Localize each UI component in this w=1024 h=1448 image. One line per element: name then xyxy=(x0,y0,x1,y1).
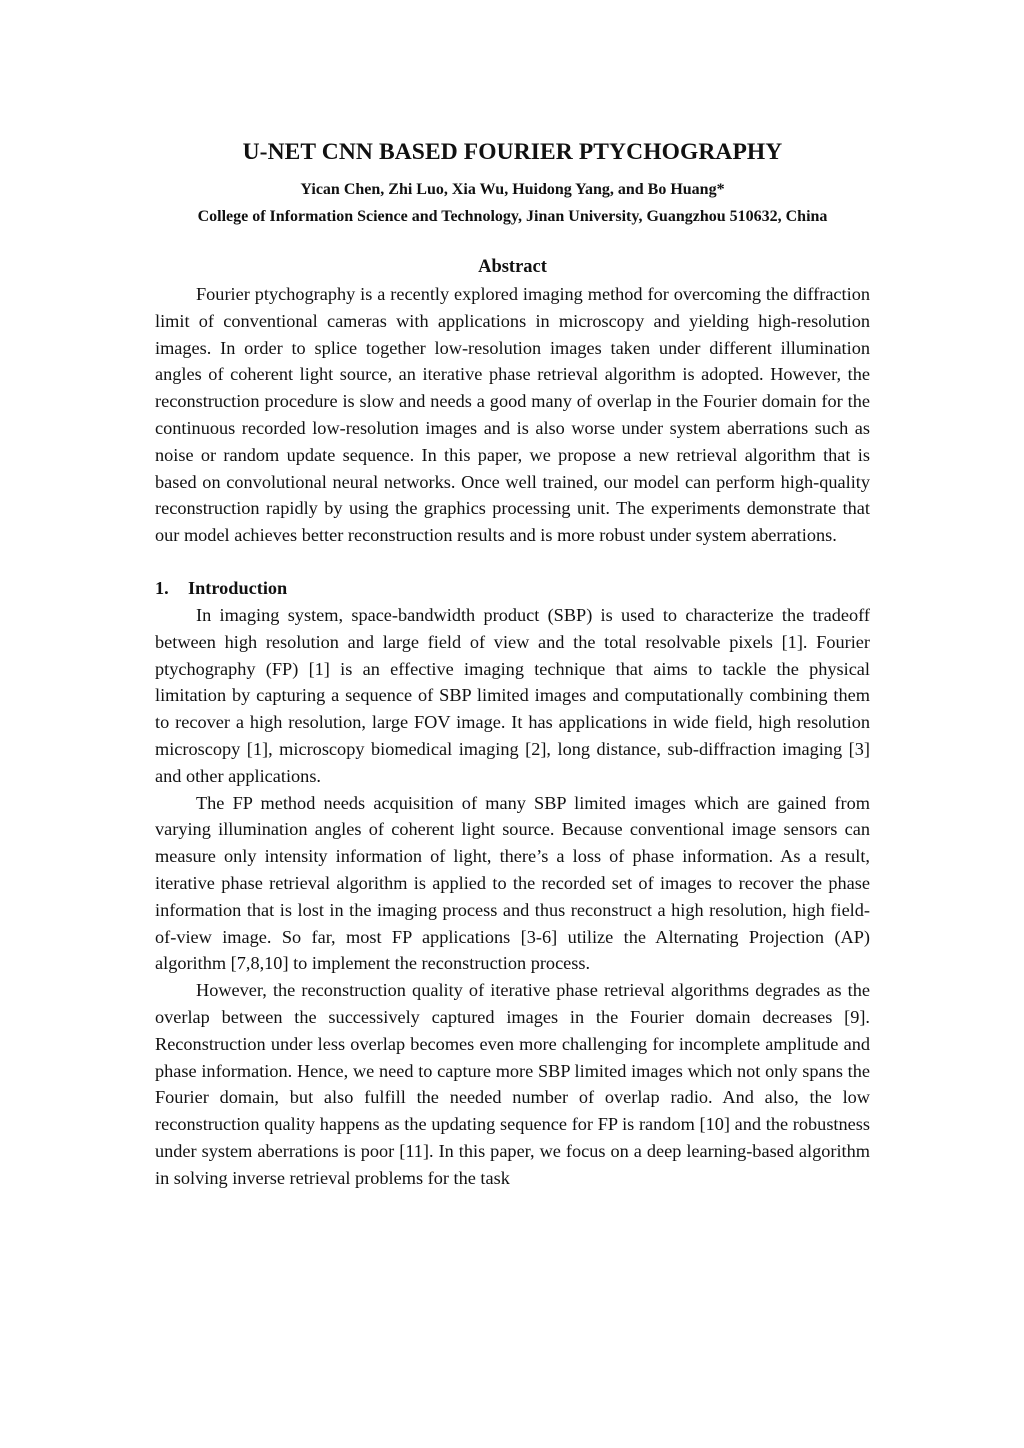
paper-page xyxy=(155,134,870,1192)
intro-paragraph-1: In imaging system, space-bandwidth product (SBP) is used to characterize the tradeoff between high resolution and large field of view and the total resolvable pixels [1]. Fourier ptychography (FP) [1] is an effective imaging technique that aims to tackle the physical limitation by capturing a sequence of SBP limited images and computationally combining them to recover a high resolution, large FOV image. It has applications in wide field, high resolution microscopy [1], microscopy biomedical imaging [2], long distance, sub-diffraction imaging [3] and other applications. xyxy=(155,604,870,786)
section-number: 1. xyxy=(155,577,169,598)
paper-title: U-NET CNN BASED FOURIER PTYCHOGRAPHY xyxy=(242,139,783,165)
section-heading-introduction xyxy=(155,575,870,602)
intro-paragraph-3: However, the reconstruction quality of iterative phase retrieval algorithms degrades as the overlap between the successively captured images in the Fourier domain decreases [9]. Reconstruction under less overlap becomes even more challenging for incomplete amplitude and phase information. Hence, we need to capture more SBP limited images which not only spans the Fourier domain, but also fulfill the needed number of overlap radio. And also, the low reconstruction quality happens as the updating sequence for FP is random [10] and the robustness under system aberrations is poor [11]. In this paper, we focus on a deep learning-based algorithm in solving inverse retrieval problems for the task xyxy=(155,980,870,1188)
author-list: Yican Chen, Zhi Luo, Xia Wu, Huidong Yang, and Bo Huang* xyxy=(300,181,725,198)
abstract-text: Fourier ptychography is a recently explored imaging method for overcoming the diffraction limit of conventional cameras with applications in microscopy and yielding high-resolution images. In order to splice together low-resolution images taken under different illumination angles of coherent light source, an iterative phase retrieval algorithm is adopted. However, the reconstruction procedure is slow and needs a good many of overlap in the Fourier domain for the continuous recorded low-resolution images and is also worse under system aberrations such as noise or random update sequence. In this paper, we propose a new retrieval algorithm that is based on convolutional neural networks. Once well trained, our model can perform high-quality reconstruction rapidly by using the graphics processing unit. The experiments demonstrate that our model achieves better reconstruction results and is more robust under system aberrations. xyxy=(155,284,870,546)
abstract-heading: Abstract xyxy=(478,257,547,277)
intro-paragraph-2: The FP method needs acquisition of many SBP limited images which are gained from varying illumination angles of coherent light source. Because conventional image sensors can measure only intensity information of light, there’s a loss of phase information. As a result, iterative phase retrieval algorithm is applied to the recorded set of images to recover the phase information that is lost in the imaging process and thus reconstruct a high resolution, high field-of-view image. So far, most FP applications [3-6] utilize the Alternating Projection (AP) algorithm [7,8,10] to implement the reconstruction process. xyxy=(155,792,870,974)
affiliation: College of Information Science and Technology, Jinan University, Guangzhou 510632, China xyxy=(197,208,828,225)
section-title: Introduction xyxy=(188,577,288,598)
